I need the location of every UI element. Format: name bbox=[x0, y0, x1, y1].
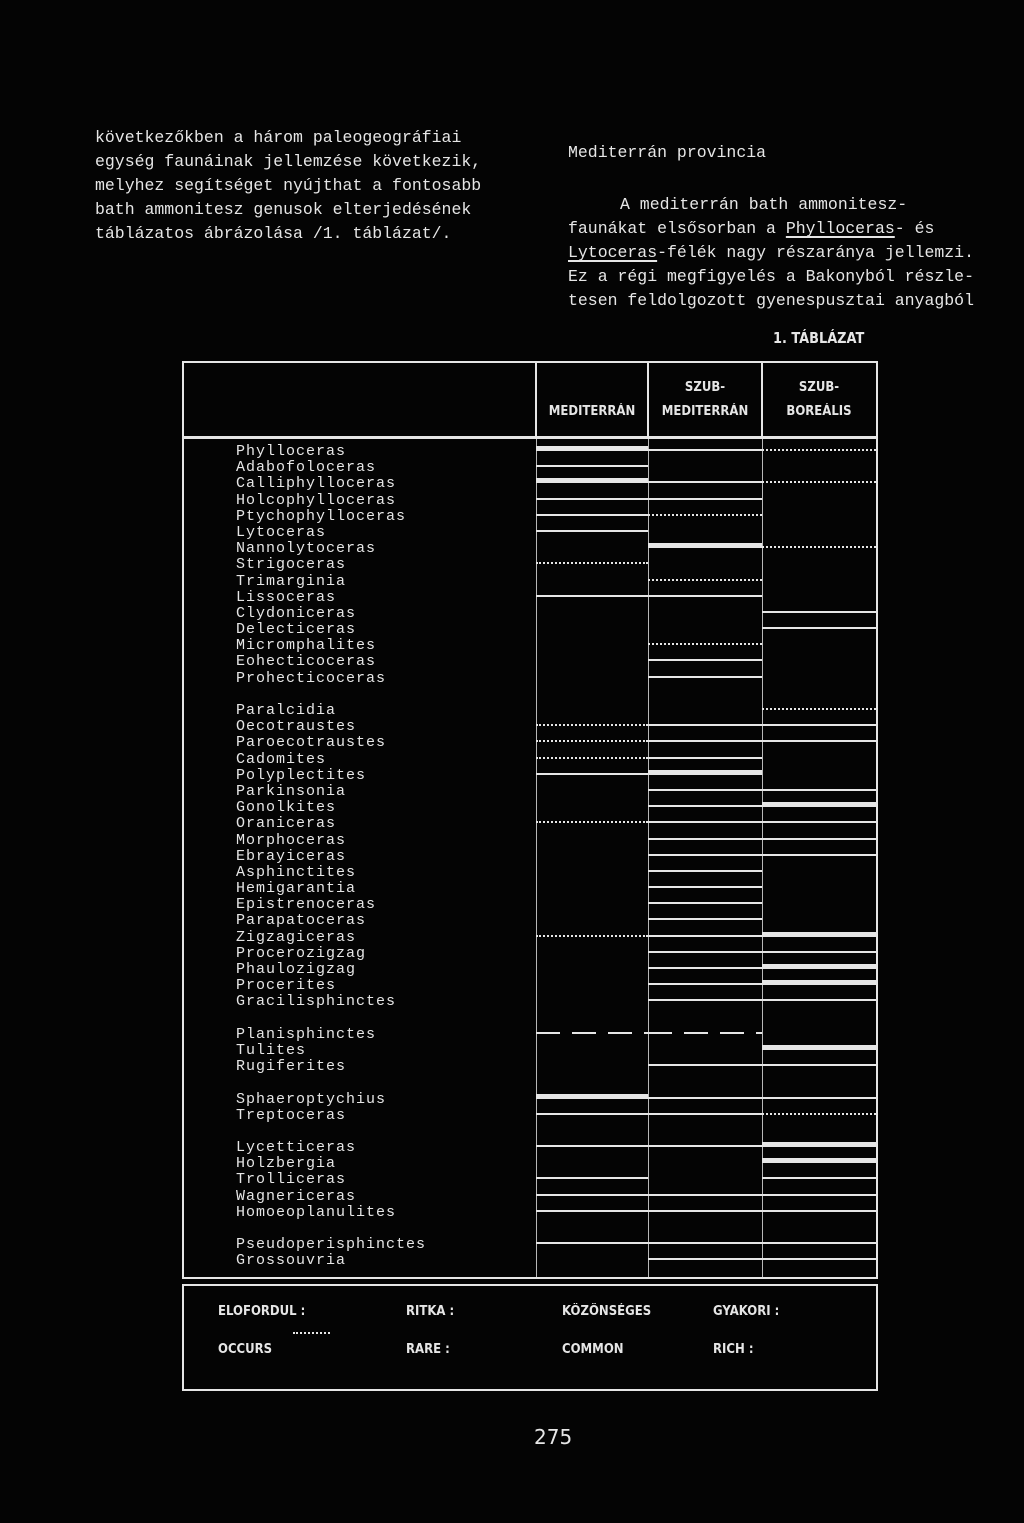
submediterran-occurrence-bar bbox=[648, 854, 762, 856]
genus-name: Pseudoperisphinctes bbox=[236, 1236, 427, 1254]
genus-name: Procerites bbox=[236, 977, 337, 995]
genus-name: Gracilisphinctes bbox=[236, 993, 397, 1011]
table-row bbox=[184, 913, 876, 929]
header-rule bbox=[184, 436, 876, 439]
genus-name: Delecticeras bbox=[236, 621, 357, 639]
mediterran-occurrence-bar bbox=[536, 757, 648, 759]
mediterran-occurrence-bar bbox=[536, 1145, 648, 1147]
table-row bbox=[184, 541, 876, 557]
genus-name: Phylloceras bbox=[236, 443, 347, 460]
subboreal-occurrence-bar bbox=[762, 724, 876, 726]
submediterran-occurrence-bar bbox=[648, 740, 762, 742]
subboreal-occurrence-bar bbox=[762, 546, 876, 548]
genus-group bbox=[184, 444, 876, 687]
header-submediterran bbox=[648, 376, 762, 424]
subboreal-occurrence-bar bbox=[762, 821, 876, 823]
header-line-1: SZUB- bbox=[798, 380, 840, 395]
table-row bbox=[184, 881, 876, 897]
submediterran-occurrence-bar bbox=[648, 1145, 762, 1147]
submediterran-occurrence-bar bbox=[648, 999, 762, 1001]
submediterran-occurrence-bar bbox=[648, 870, 762, 872]
legend-rare-en: RARE : bbox=[406, 1342, 450, 1357]
subboreal-occurrence-bar bbox=[762, 854, 876, 856]
subboreal-occurrence-bar bbox=[762, 980, 876, 985]
genus-group bbox=[184, 1092, 876, 1124]
table-row bbox=[184, 978, 876, 994]
paragraph-line: bath ammonitesz genusok elterjedésének bbox=[95, 200, 472, 219]
table-row bbox=[184, 703, 876, 719]
header-line-2: MEDITERRÁN bbox=[661, 404, 749, 419]
genus-name: Lytoceras bbox=[236, 523, 327, 541]
submediterran-occurrence-bar bbox=[648, 643, 762, 645]
mediterran-occurrence-bar bbox=[536, 1113, 648, 1115]
legend-rich-hu: GYAKORI : bbox=[713, 1304, 780, 1319]
submediterran-occurrence-bar bbox=[648, 757, 762, 759]
left-text-column bbox=[95, 126, 481, 246]
table-row bbox=[184, 1172, 876, 1188]
mediterran-occurrence-bar bbox=[536, 530, 648, 532]
table-row bbox=[184, 444, 876, 460]
subboreal-occurrence-bar bbox=[762, 964, 876, 969]
mediterran-occurrence-bar bbox=[536, 1032, 648, 1034]
genus-name: Ptychophylloceras bbox=[236, 507, 407, 525]
table-row bbox=[184, 671, 876, 687]
table-row bbox=[184, 800, 876, 816]
table-row bbox=[184, 784, 876, 800]
table-row bbox=[184, 719, 876, 735]
subboreal-occurrence-bar bbox=[762, 1064, 876, 1066]
genus-name: Micromphalites bbox=[236, 637, 377, 655]
paragraph-line bbox=[568, 241, 974, 265]
header-line-1 bbox=[542, 376, 643, 400]
table-row bbox=[184, 752, 876, 768]
mediterran-occurrence-bar bbox=[536, 478, 648, 483]
submediterran-occurrence-bar bbox=[648, 951, 762, 953]
genus-name: Procerozigzag bbox=[236, 944, 367, 962]
submediterran-occurrence-bar bbox=[648, 789, 762, 791]
submediterran-occurrence-bar bbox=[648, 449, 762, 451]
subboreal-occurrence-bar bbox=[762, 1045, 876, 1050]
genus-name: Strigoceras bbox=[236, 556, 347, 574]
subboreal-occurrence-bar bbox=[762, 1113, 876, 1115]
paragraph-line bbox=[568, 193, 974, 217]
subboreal-occurrence-bar bbox=[762, 789, 876, 791]
genus-name: Trolliceras bbox=[236, 1171, 347, 1189]
subboreal-occurrence-bar bbox=[762, 708, 876, 710]
submediterran-occurrence-bar bbox=[648, 1258, 762, 1260]
subboreal-occurrence-bar bbox=[762, 1097, 876, 1099]
genus-name: Rugiferites bbox=[236, 1058, 347, 1076]
subboreal-occurrence-bar bbox=[762, 740, 876, 742]
genus-name: Paroecotraustes bbox=[236, 734, 387, 752]
table-row bbox=[184, 1237, 876, 1253]
table-row bbox=[184, 946, 876, 962]
genus-name: Parkinsonia bbox=[236, 782, 347, 800]
right-text-column bbox=[568, 193, 974, 313]
underlined-genus: Lytoceras bbox=[568, 243, 658, 262]
genus-name: Calliphylloceras bbox=[236, 475, 397, 493]
table-row bbox=[184, 493, 876, 509]
submediterran-occurrence-bar bbox=[648, 1032, 762, 1034]
legend-common-en: COMMON bbox=[562, 1342, 624, 1357]
genus-name: Cadomites bbox=[236, 750, 327, 768]
table-caption: 1. TÁBLÁZAT bbox=[773, 329, 865, 347]
text-segment: - és bbox=[894, 219, 935, 238]
subboreal-occurrence-bar bbox=[762, 932, 876, 937]
paragraph-line: egység faunáinak jellemzése következik, bbox=[95, 152, 482, 171]
genus-name: Trimarginia bbox=[236, 572, 347, 590]
header-subboreal bbox=[762, 376, 876, 424]
mediterran-occurrence-bar bbox=[536, 1177, 648, 1179]
text-segment: -félék nagy részaránya jellemzi. bbox=[657, 243, 974, 262]
legend-rich-en: RICH : bbox=[713, 1342, 754, 1357]
subboreal-occurrence-bar bbox=[762, 1177, 876, 1179]
genus-name: Homoeoplanulites bbox=[236, 1203, 397, 1221]
table-row bbox=[184, 476, 876, 492]
genus-name: Grossouvria bbox=[236, 1252, 347, 1270]
table-body bbox=[184, 444, 876, 1270]
mediterran-occurrence-bar bbox=[536, 514, 648, 516]
paragraph-line: táblázatos ábrázolása /1. táblázat/. bbox=[95, 224, 452, 243]
genus-name: Zigzagiceras bbox=[236, 928, 357, 946]
header-mediterran bbox=[536, 376, 648, 424]
table-row bbox=[184, 654, 876, 670]
genus-group bbox=[184, 703, 876, 1011]
table-row bbox=[184, 622, 876, 638]
text-segment: A mediterrán bath ammonitesz- bbox=[620, 195, 908, 214]
genus-name: Wagnericeras bbox=[236, 1187, 357, 1205]
table-row bbox=[184, 768, 876, 784]
mediterran-occurrence-bar bbox=[536, 935, 648, 937]
legend-rare-hu: RITKA : bbox=[406, 1304, 455, 1319]
table-row bbox=[184, 1156, 876, 1172]
legend-rare-sample bbox=[293, 1332, 330, 1334]
mediterran-occurrence-bar bbox=[536, 740, 648, 742]
legend-box bbox=[184, 1286, 876, 1389]
table-row bbox=[184, 816, 876, 832]
table-row bbox=[184, 574, 876, 590]
submediterran-occurrence-bar bbox=[648, 1194, 762, 1196]
mediterran-occurrence-bar bbox=[536, 498, 648, 500]
genus-name: Oecotraustes bbox=[236, 718, 357, 736]
text-segment: faunákat elsősorban a bbox=[568, 219, 786, 238]
submediterran-occurrence-bar bbox=[648, 1210, 762, 1212]
header-line-2: BOREÁLIS bbox=[786, 404, 852, 419]
subboreal-occurrence-bar bbox=[762, 449, 876, 451]
genus-name: Lycetticeras bbox=[236, 1139, 357, 1157]
submediterran-occurrence-bar bbox=[648, 967, 762, 969]
table-row bbox=[184, 865, 876, 881]
genus-name: Phaulozigzag bbox=[236, 961, 357, 978]
table-row bbox=[184, 1059, 876, 1075]
distribution-table bbox=[184, 363, 876, 1277]
mediterran-occurrence-bar bbox=[536, 773, 648, 775]
table-row bbox=[184, 525, 876, 541]
submediterran-occurrence-bar bbox=[648, 579, 762, 581]
genus-name: Tulites bbox=[236, 1041, 307, 1059]
legend-heading-hu: ELOFORDUL : bbox=[218, 1304, 306, 1319]
submediterran-occurrence-bar bbox=[648, 983, 762, 985]
mediterran-occurrence-bar bbox=[536, 562, 648, 564]
table-row bbox=[184, 1043, 876, 1059]
mediterran-occurrence-bar bbox=[536, 724, 648, 726]
submediterran-occurrence-bar bbox=[648, 770, 762, 775]
mediterran-occurrence-bar bbox=[536, 595, 648, 597]
subboreal-occurrence-bar bbox=[762, 1210, 876, 1212]
genus-name: Polyplectites bbox=[236, 766, 367, 784]
submediterran-occurrence-bar bbox=[648, 935, 762, 937]
submediterran-occurrence-bar bbox=[648, 886, 762, 888]
genus-name: Hemigarantia bbox=[236, 880, 357, 898]
header-line-2: MEDITERRÁN bbox=[548, 404, 636, 419]
table-row bbox=[184, 1253, 876, 1269]
submediterran-occurrence-bar bbox=[648, 1242, 762, 1244]
legend-heading-en: OCCURS bbox=[218, 1342, 273, 1357]
mediterran-occurrence-bar bbox=[536, 465, 648, 467]
subboreal-occurrence-bar bbox=[762, 1142, 876, 1147]
mediterran-occurrence-bar bbox=[536, 1194, 648, 1196]
submediterran-occurrence-bar bbox=[648, 805, 762, 807]
genus-name: Holcophylloceras bbox=[236, 491, 397, 509]
submediterran-occurrence-bar bbox=[648, 821, 762, 823]
paragraph-line bbox=[568, 217, 974, 241]
subboreal-occurrence-bar bbox=[762, 481, 876, 483]
table-row bbox=[184, 1108, 876, 1124]
genus-name: Gonolkites bbox=[236, 799, 337, 817]
submediterran-occurrence-bar bbox=[648, 543, 762, 548]
table-row bbox=[184, 1027, 876, 1043]
genus-name: Treptoceras bbox=[236, 1106, 347, 1124]
mediterran-occurrence-bar bbox=[536, 446, 648, 451]
table-row bbox=[184, 849, 876, 865]
genus-name: Paralcidia bbox=[236, 702, 337, 719]
page-number: 275 bbox=[534, 1425, 573, 1449]
genus-name: Clydoniceras bbox=[236, 604, 357, 622]
submediterran-occurrence-bar bbox=[648, 595, 762, 597]
submediterran-occurrence-bar bbox=[648, 481, 762, 483]
table-row bbox=[184, 1205, 876, 1221]
subboreal-occurrence-bar bbox=[762, 1194, 876, 1196]
genus-name: Asphinctites bbox=[236, 863, 357, 881]
genus-name: Planisphinctes bbox=[236, 1025, 377, 1043]
paragraph-line bbox=[568, 289, 974, 313]
legend-common-hu: KÖZÖNSÉGES bbox=[562, 1304, 652, 1319]
submediterran-occurrence-bar bbox=[648, 659, 762, 661]
submediterran-occurrence-bar bbox=[648, 498, 762, 500]
subboreal-occurrence-bar bbox=[762, 838, 876, 840]
table-row bbox=[184, 1189, 876, 1205]
genus-name: Prohecticoceras bbox=[236, 669, 387, 687]
submediterran-occurrence-bar bbox=[648, 1113, 762, 1115]
mediterran-occurrence-bar bbox=[536, 821, 648, 823]
genus-name: Sphaeroptychius bbox=[236, 1090, 387, 1108]
underlined-genus: Phylloceras bbox=[785, 219, 895, 238]
genus-name: Morphoceras bbox=[236, 831, 347, 849]
table-row bbox=[184, 590, 876, 606]
genus-name: Lissoceras bbox=[236, 588, 337, 606]
genus-group bbox=[184, 1027, 876, 1076]
mediterran-occurrence-bar bbox=[536, 1210, 648, 1212]
paragraph-line: melyhez segítséget nyújthat a fontosabb bbox=[95, 176, 482, 195]
header-line-1: SZUB- bbox=[684, 380, 726, 395]
table-row bbox=[184, 994, 876, 1010]
table-row bbox=[184, 1092, 876, 1108]
table-row bbox=[184, 1140, 876, 1156]
subboreal-occurrence-bar bbox=[762, 999, 876, 1001]
table-row bbox=[184, 460, 876, 476]
table-row bbox=[184, 735, 876, 751]
genus-name: Holzbergia bbox=[236, 1155, 337, 1173]
subboreal-occurrence-bar bbox=[762, 802, 876, 807]
submediterran-occurrence-bar bbox=[648, 514, 762, 516]
subboreal-occurrence-bar bbox=[762, 1158, 876, 1163]
genus-name: Adabofoloceras bbox=[236, 459, 377, 477]
submediterran-occurrence-bar bbox=[648, 918, 762, 920]
submediterran-occurrence-bar bbox=[648, 676, 762, 678]
subboreal-occurrence-bar bbox=[762, 1242, 876, 1244]
genus-group bbox=[184, 1140, 876, 1221]
section-heading: Mediterrán provincia bbox=[568, 143, 767, 162]
table-row bbox=[184, 557, 876, 573]
genus-group bbox=[184, 1237, 876, 1269]
paragraph-line bbox=[568, 265, 974, 289]
subboreal-occurrence-bar bbox=[762, 951, 876, 953]
paragraph-line: következőkben a három paleogeográfiai bbox=[95, 128, 462, 147]
text-segment: tesen feldolgozott gyenespusztai anyagból bbox=[568, 291, 974, 310]
table-row bbox=[184, 897, 876, 913]
subboreal-occurrence-bar bbox=[762, 611, 876, 613]
submediterran-occurrence-bar bbox=[648, 838, 762, 840]
table-row bbox=[184, 509, 876, 525]
genus-name: Nannolytoceras bbox=[236, 540, 377, 558]
table-row bbox=[184, 962, 876, 978]
table-row bbox=[184, 606, 876, 622]
genus-name: Oraniceras bbox=[236, 815, 337, 833]
genus-name: Ebrayiceras bbox=[236, 847, 347, 865]
subboreal-occurrence-bar bbox=[762, 627, 876, 629]
table-row bbox=[184, 638, 876, 654]
submediterran-occurrence-bar bbox=[648, 902, 762, 904]
submediterran-occurrence-bar bbox=[648, 1064, 762, 1066]
mediterran-occurrence-bar bbox=[536, 1242, 648, 1244]
table-row bbox=[184, 833, 876, 849]
text-segment: Ez a régi megfigyelés a Bakonyból részle- bbox=[568, 267, 974, 286]
submediterran-occurrence-bar bbox=[648, 724, 762, 726]
genus-name: Eohecticoceras bbox=[236, 653, 377, 671]
genus-name: Epistrenoceras bbox=[236, 896, 377, 914]
genus-name: Parapatoceras bbox=[236, 912, 367, 930]
subboreal-occurrence-bar bbox=[762, 1258, 876, 1260]
table-row bbox=[184, 930, 876, 946]
submediterran-occurrence-bar bbox=[648, 1097, 762, 1099]
mediterran-occurrence-bar bbox=[536, 1094, 648, 1099]
